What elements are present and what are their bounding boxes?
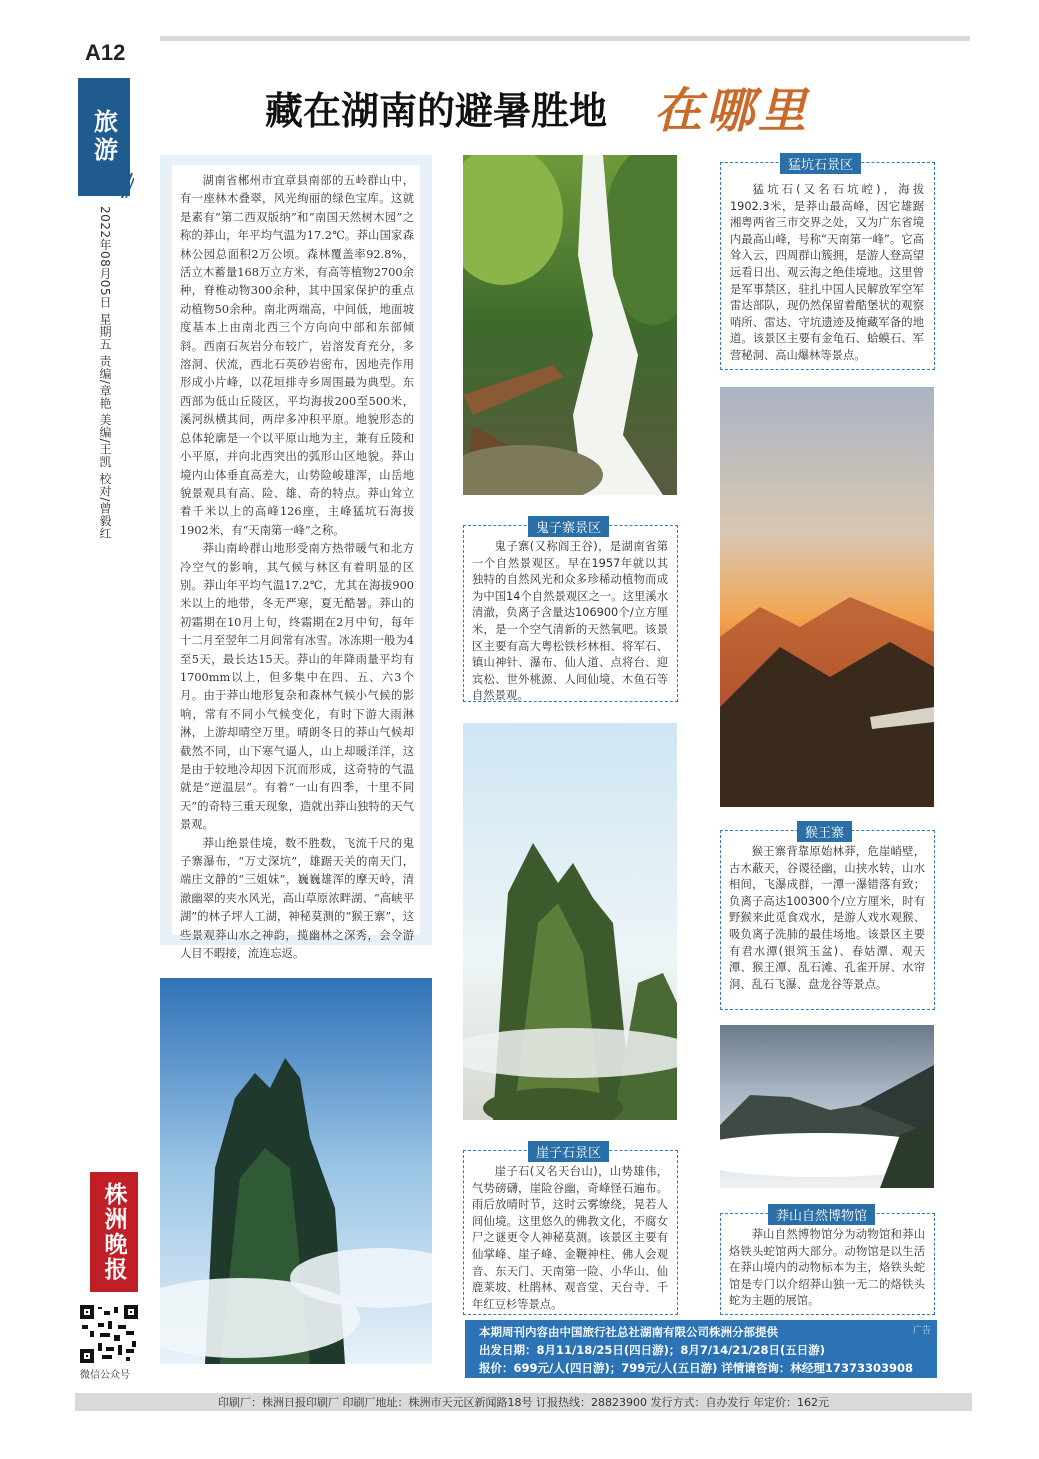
page-number: A12 xyxy=(85,40,126,65)
intro-paragraph: 莽山绝景佳境，数不胜数，飞流千尺的鬼子寨瀑布，“万丈深坑”，雄踞天关的南天门，端庄文静的“三姐妹”，巍巍雄浑的摩天岭，清澈幽翠的夹水风光，高山草原浓畔湖、“高峡平湖”的林子坪人工湖，神秘莫测的“猴王寨”，这些景观莽山水之神韵，揽幽林之深秀，会令游人目不暇接，流连忘返。 xyxy=(180,836,414,961)
intro-paragraph: 湖南省郴州市宜章县南部的五岭群山中，有一座林木叠翠，风光绚丽的绿色宝库。这就是素有“第二西双版纳”和“南国天然树木园”之称的莽山，年平均气温为17.2℃。莽山国家森林公园总面积2万公顷。森林覆盖率92.8%，活立木蓄量168万立方米，有高等植物2700余种，脊椎动物300余种，其中国家保护的重点动植物50余种。南北两端高，中间低，地面坡度基本上由南北西三个方向向中部和东部倾斜。西南石灰岩分布较广，岩溶发育充分，多溶洞、伏流，西北石英砂岩密布，因地壳作用形成小片峰，以花垣排寺乡周围最为典型。东西部为低山丘陵区，平均海拔200至500米，溪河纵横其间，两岸多冲积平原。地貌形态的总体轮廓是一个以平原山地为主，兼有丘陵和小平原，并向北西突出的弧形山区地貌。莽山境内山体垂直高差大，山势险峻雄浑，山岳地貌景观具有高、险、雄、奇的特点。莽山耸立着千米以上的高峰126座，主峰猛坑石海拔1902米，有“天南第一峰”之称。 xyxy=(180,174,414,537)
intro-article xyxy=(180,172,414,963)
houwangzhai-paragraph: 猴王寨背靠原始林莽，危崖峭壁，古木蔽天，谷谡径幽，山挟水转，山水相间，飞瀑成群，一潭一瀑错落有致；负离子高达100300个/立方厘米，时有野猴来此觅食戏水，是游人戏水观猴、吸负离子洗肺的最佳场地。该景区主要有君水潭(银筑玉盆)、春姑潭、观天潭、猴王潭、乱石滩、孔雀开屏、水帘洞、乱石飞瀑、盘龙谷等景点。 xyxy=(729,845,925,991)
top-rule xyxy=(160,36,970,41)
ad-line-price: 报价：699元/人(四日游)；799元/人(五日游) 详情请咨询：林经理17373303908 xyxy=(479,1361,913,1375)
guizizhai-text xyxy=(472,539,668,705)
ad-line-dates: 出发日期：8月11/18/25日(四日游)；8月7/14/21/28日(五日游) xyxy=(479,1343,826,1357)
qr-code-icon xyxy=(80,1305,138,1363)
tab-stripe-decoration xyxy=(120,78,134,198)
houwangzhai-label: 猴王寨 xyxy=(797,821,852,842)
intro-paragraph: 莽山南岭群山地形受南方热带暖气和北方冷空气的影响，其气候与林区有着明显的区别。莽山年平均气温17.2℃，尤其在海拔900米以上的地带，冬无严寒，夏无酷暑。莽山的初霜期在10月上旬，终霜期在2月中旬，每年十二月至翌年二月间常有冰雪。冰冻期一般为4至5天，最长达15天。莽山的年降雨量平均有1700mm以上，但多集中在四、五、六3个月。由于莽山地形复杂和森林气候小气候的影响，常有不同小气候变化，有时下游大雨淋淋，上游却晴空万里。晴朗冬日的莽山气候却截然不同，山下寒气逼人，山上却暖洋洋，这是由于较地冷却因下沉而形成，这奇特的气温就是“逆温层”。有着“一山有四季，十里不同天”的奇特三重天现象，造就出莽山独特的天气景观。 xyxy=(180,542,414,832)
newspaper-logo: 株洲晚报 xyxy=(90,1172,138,1292)
yazishi-paragraph: 崖子石(又名天台山)，山势雄伟，气势磅礴，崖险谷幽，奇峰怪石遍布。雨后放晴时节，这时云雾缭绕，晃若人间仙境。这里悠久的佛教文化，不腐女尸之谜更令人神秘莫测。该景区主要有仙掌峰、崖子峰、金鞭神柱、佛人会观音、东天门、天南第一险、小华山、仙鹿莱坡、杜鹃林、观音堂、天台寺、千年红豆杉等景点。 xyxy=(472,1165,668,1311)
page-title-accent: 在哪里 xyxy=(654,83,811,139)
yazishi-text xyxy=(472,1164,668,1313)
guizizhai-paragraph: 鬼子寨(又称阎王谷)，是湖南省第一个自然景观区。早在1957年就以其独特的自然风光和众多珍稀动植物而成为中国14个自然景观区之一。这里溪水清澈，负离子含量达106900个/立方厘米，是一个空气清新的天然氧吧。该景区主要有高大粤松铁杉林相、将军石、镇山神针、瀑布、仙人道、点将台、迎宾松、世外桃源、人间仙境、木鱼石等自然景观。 xyxy=(472,540,668,703)
ad-line-provider: 本期周刊内容由中国旅行社总社湖南有限公司株洲分部提供 xyxy=(479,1325,778,1339)
houwangzhai-text xyxy=(729,844,925,993)
waterfall-photo xyxy=(463,155,677,495)
ad-banner xyxy=(465,1320,937,1378)
guizizhai-label: 鬼子寨景区 xyxy=(528,516,609,537)
edition-meta: 2022年08月05日 星期五 责编/章艳 美编/王凯 校对/曾毅红 xyxy=(98,206,112,540)
mengkeng-text xyxy=(730,182,924,365)
museum-paragraph: 莽山自然博物馆分为动物馆和莽山烙铁头蛇馆两大部分。动物馆是以生活在莽山境内的动物标本为主，烙铁头蛇馆是专门以介绍莽山独一无二的烙铁头蛇为主题的展馆。 xyxy=(729,1228,925,1308)
green-peaks-photo xyxy=(463,723,677,1120)
sunset-mountain-photo xyxy=(720,387,934,807)
museum-label: 莽山自然博物馆 xyxy=(768,1204,875,1225)
section-tab: 旅游 xyxy=(78,78,130,196)
mengkeng-label: 猛坑石景区 xyxy=(780,153,861,174)
ad-tag: 广告 xyxy=(912,1326,931,1336)
cloud-peak-photo xyxy=(160,978,432,1364)
mengkeng-paragraph: 猛坑石(又名石坑崆)，海拔1902.3米，是莽山最高峰，因它雄踞湘粤两省三市交界之处，又为广东省境内最高山峰，号称“天南第一峰”。它高耸入云，四周群山簇拥，是游人登高望远看日出、观云海之绝佳境地。这里曾是军事禁区，驻扎中国人民解放军空军雷达部队，现仍然保留着酷堡状的观察哨所、雷达、守坑遗迹及掩藏军备的地道。该景区主要有金龟石、蛤蟆石、军营秘洞、高山爆林等景点。 xyxy=(730,183,924,362)
yazishi-label: 崖子石景区 xyxy=(528,1141,609,1162)
museum-text xyxy=(729,1227,925,1310)
printer-footer: 印刷厂：株洲日报印刷厂 印刷厂地址：株洲市天元区新闻路18号 订报热线：28823900 发行方式：自办发行 年定价：162元 xyxy=(75,1393,972,1411)
qr-caption: 微信公众号 xyxy=(80,1370,130,1381)
page-title: 藏在湖南的避暑胜地 xyxy=(265,89,608,133)
cloud-sea-photo xyxy=(720,1025,934,1188)
